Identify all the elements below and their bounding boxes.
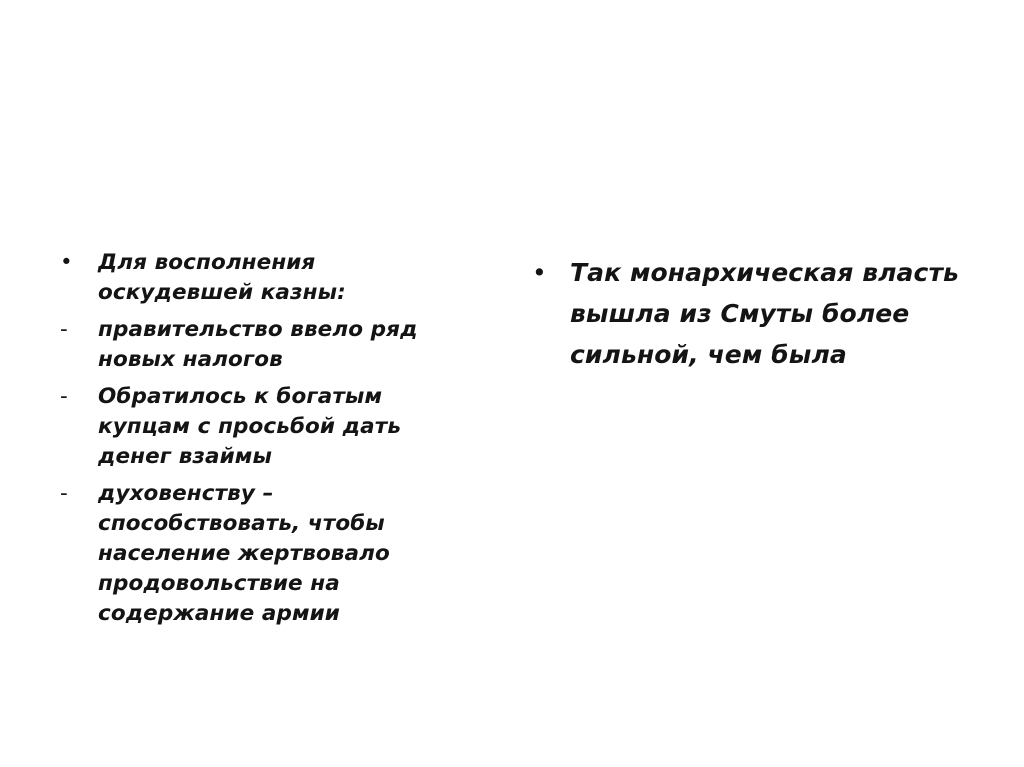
list-item-text: Для восполнения оскудевшей казны: [98, 250, 346, 305]
bullet-marker: • [532, 258, 547, 287]
list-item [58, 315, 478, 375]
bullet-marker: • [60, 250, 73, 275]
dash-marker: - [60, 481, 68, 506]
list-item [58, 479, 478, 629]
list-item-text: Обратилось к богатым купцам с просьбой дать денег взаймы [98, 384, 402, 469]
dash-marker: - [60, 384, 68, 409]
list-item [58, 248, 478, 308]
right-bullet-list [532, 252, 972, 375]
left-bullet-list [58, 248, 478, 636]
dash-marker: - [60, 317, 68, 342]
list-item-text: Так монархическая власть вышла из Смуты более сильной, чем была [570, 258, 959, 369]
list-item [58, 382, 478, 472]
list-item-text: правительство ввело ряд новых налогов [98, 317, 418, 372]
list-item-text: духовенству – способствовать, чтобы население жертвовало продовольствие на содержание армии [98, 481, 390, 626]
list-item [532, 252, 972, 375]
